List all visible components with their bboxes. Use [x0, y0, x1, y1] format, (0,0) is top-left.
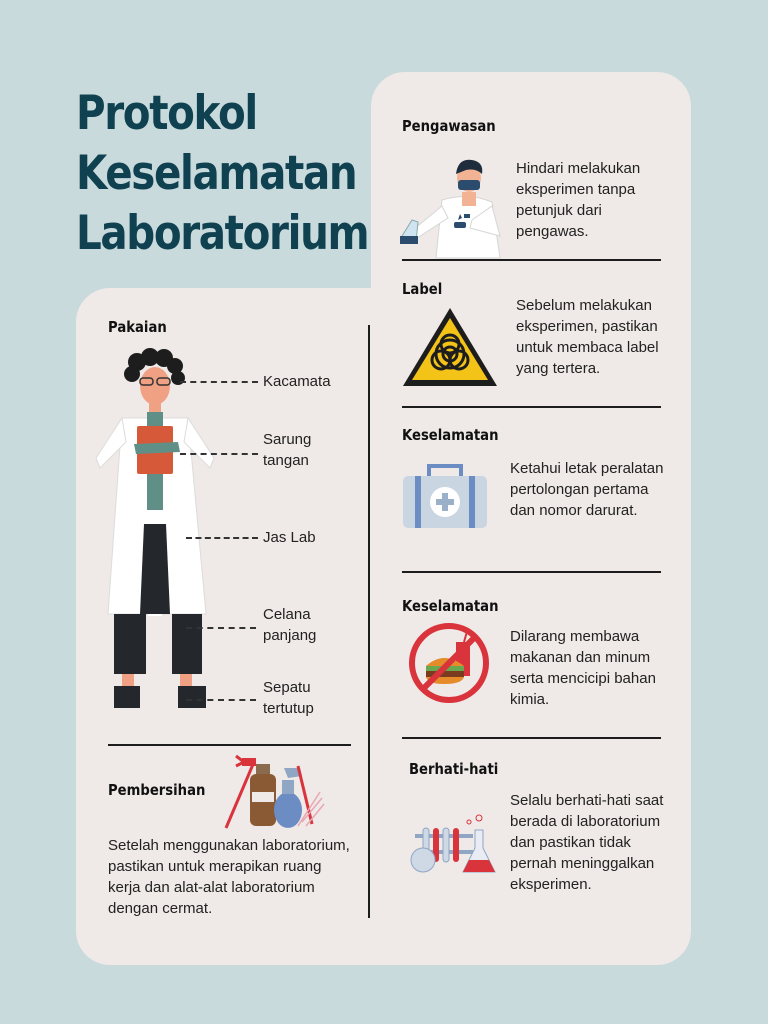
vertical-divider	[368, 325, 370, 918]
callout-line-sepatu	[186, 699, 256, 701]
callout-jas-lab: Jas Lab	[263, 529, 316, 546]
callout-line-jas-lab	[186, 537, 258, 539]
keselamatan-2-heading: Keselamatan	[402, 597, 499, 615]
callout-sarung-tangan: Sarung tangan	[263, 431, 312, 469]
pengawasan-text: Hindari melakukan eksperimen tanpa petunjuk dari pengawas.	[516, 160, 641, 240]
callout-celana-panjang: Celana panjang	[263, 606, 317, 644]
pembersihan-text: Setelah menggunakan laboratorium, pastikan untuk merapikan ruang kerja dan alat-alat laboratorium dengan cermat.	[108, 837, 350, 917]
keselamatan-2-text: Dilarang membawa makanan dan minum serta mencicipi bahan kimia.	[510, 628, 656, 708]
divider	[402, 406, 661, 408]
divider	[402, 737, 661, 739]
lab-worker-icon	[92, 348, 222, 712]
title-line-1: Protokol	[76, 86, 257, 141]
callout-line-sarung-tangan	[180, 453, 258, 455]
keselamatan-1-heading: Keselamatan	[402, 426, 499, 444]
keselamatan-1-text: Ketahui letak peralatan pertolongan pertama dan nomor darurat.	[510, 460, 664, 519]
first-aid-kit-icon	[401, 462, 489, 530]
callout-kacamata: Kacamata	[263, 373, 331, 390]
label-text: Sebelum melakukan eksperimen, pastikan untuk membaca label yang tertera.	[516, 297, 659, 377]
no-food-icon	[406, 622, 492, 704]
callout-line-celana	[186, 627, 256, 629]
lab-glassware-icon	[403, 810, 499, 876]
pakaian-heading: Pakaian	[108, 318, 167, 336]
divider	[402, 259, 661, 261]
divider	[108, 744, 351, 746]
berhati-hati-heading: Berhati-hati	[409, 760, 499, 778]
pengawasan-heading: Pengawasan	[402, 117, 496, 135]
biohazard-icon	[401, 306, 499, 388]
page-title	[76, 84, 368, 264]
cleaning-supplies-icon	[222, 752, 326, 830]
scientist-mask-icon	[396, 156, 506, 260]
title-line-3: Laboratorium	[76, 206, 369, 261]
berhati-hati-text: Selalu berhati-hati saat berada di laboratorium dan pastikan tidak pernah meninggalkan eksperimen.	[510, 792, 664, 893]
pembersihan-heading: Pembersihan	[108, 781, 206, 799]
callout-sepatu-tertutup: Sepatu tertutup	[263, 679, 314, 717]
divider	[402, 571, 661, 573]
callout-line-kacamata	[180, 381, 258, 383]
title-line-2: Keselamatan	[76, 146, 357, 201]
label-heading: Label	[402, 280, 443, 298]
